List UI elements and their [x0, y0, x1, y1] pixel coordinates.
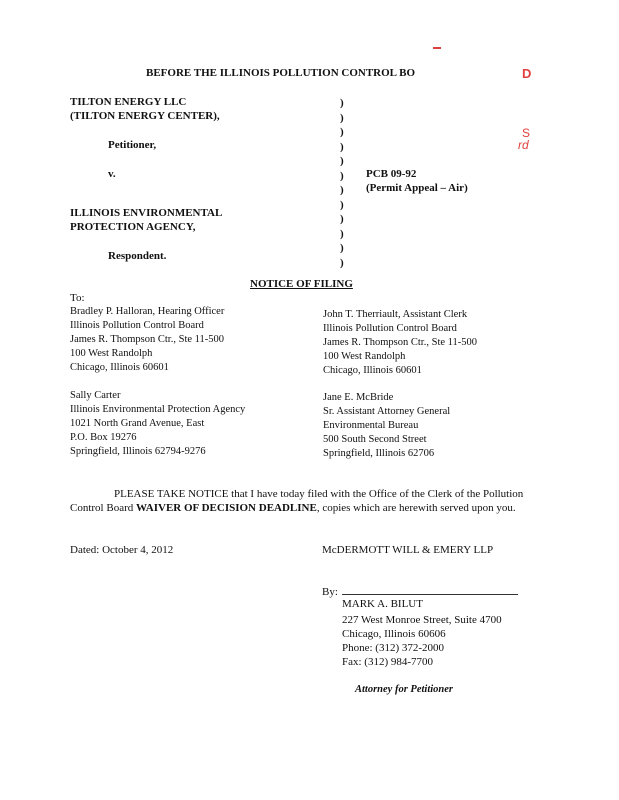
by-label: By: [322, 586, 338, 598]
recipient-clerk: John T. Therriault, Assistant Clerk Illinois Pollution Control Board James R. Thompson Ctr., Ste 11-500 100 West Randolph Chicago, Illinois 60601 [323, 309, 478, 376]
recipient-epa: Sally Carter Illinois Environmental Protection Agency 1021 North Grand Avenue, East P.O. Box 19276 Springfield, Illinois 62794-9276 [70, 390, 246, 457]
recipient-hearing-officer: Bradley P. Halloran, Hearing Officer Illinois Pollution Control Board James R. Thompson Ctr., Ste 11-500 100 West Randolph Chicago, Illinois 60601 [70, 306, 225, 373]
case-type: (Permit Appeal – Air) [366, 182, 468, 194]
document-title: WAIVER OF DECISION DEADLINE [136, 502, 317, 514]
respondent-label: Respondent. [108, 250, 167, 262]
signature-line [342, 594, 518, 595]
firm-name: McDERMOTT WILL & EMERY LLP [322, 544, 494, 556]
respondent-name: ILLINOIS ENVIRONMENTAL [70, 207, 223, 219]
phone: Phone: (312) 372-2000 [342, 642, 445, 654]
clerk-stamp-mark: D [522, 66, 532, 81]
recipient-attorney-general: Jane E. McBride Sr. Assistant Attorney General Environmental Bureau 500 South Second Street Springfield, Illinois 62706 [323, 392, 451, 459]
petitioner-name-2: (TILTON ENERGY CENTER), [70, 110, 220, 122]
notice-title: NOTICE OF FILING [250, 278, 353, 290]
address-line-2: Chicago, Illinois 60606 [342, 628, 446, 640]
attorney-role: Attorney for Petitioner [355, 684, 453, 695]
petitioner-label: Petitioner, [108, 139, 157, 151]
versus: v. [108, 168, 116, 180]
stamp-fragment [433, 47, 441, 49]
to-label: To: [70, 292, 85, 304]
clerk-stamp-mark: rd [518, 138, 529, 152]
respondent-name-2: PROTECTION AGENCY, [70, 221, 196, 233]
clerk-stamp-mark: S [522, 126, 531, 140]
attorney-name: MARK A. BILUT [342, 598, 423, 610]
petitioner-name: TILTON ENERGY LLC [70, 96, 187, 108]
page-title: BEFORE THE ILLINOIS POLLUTION CONTROL BO [146, 67, 416, 79]
dated-line: Dated: October 4, 2012 [70, 544, 174, 556]
address-line-1: 227 West Monroe Street, Suite 4700 [342, 614, 502, 626]
notice-paragraph: PLEASE TAKE NOTICE that I have today filed with the Office of the Clerk of the Pollution Control Board WAIVER OF DECISION DEADLINE, copies which are herewith served upon you. [70, 488, 524, 514]
fax: Fax: (312) 984-7700 [342, 656, 434, 668]
case-number: PCB 09-92 [366, 168, 417, 180]
caption-parens: ) ) ) ) ) ) ) ) ) ) ) ) [340, 97, 344, 269]
